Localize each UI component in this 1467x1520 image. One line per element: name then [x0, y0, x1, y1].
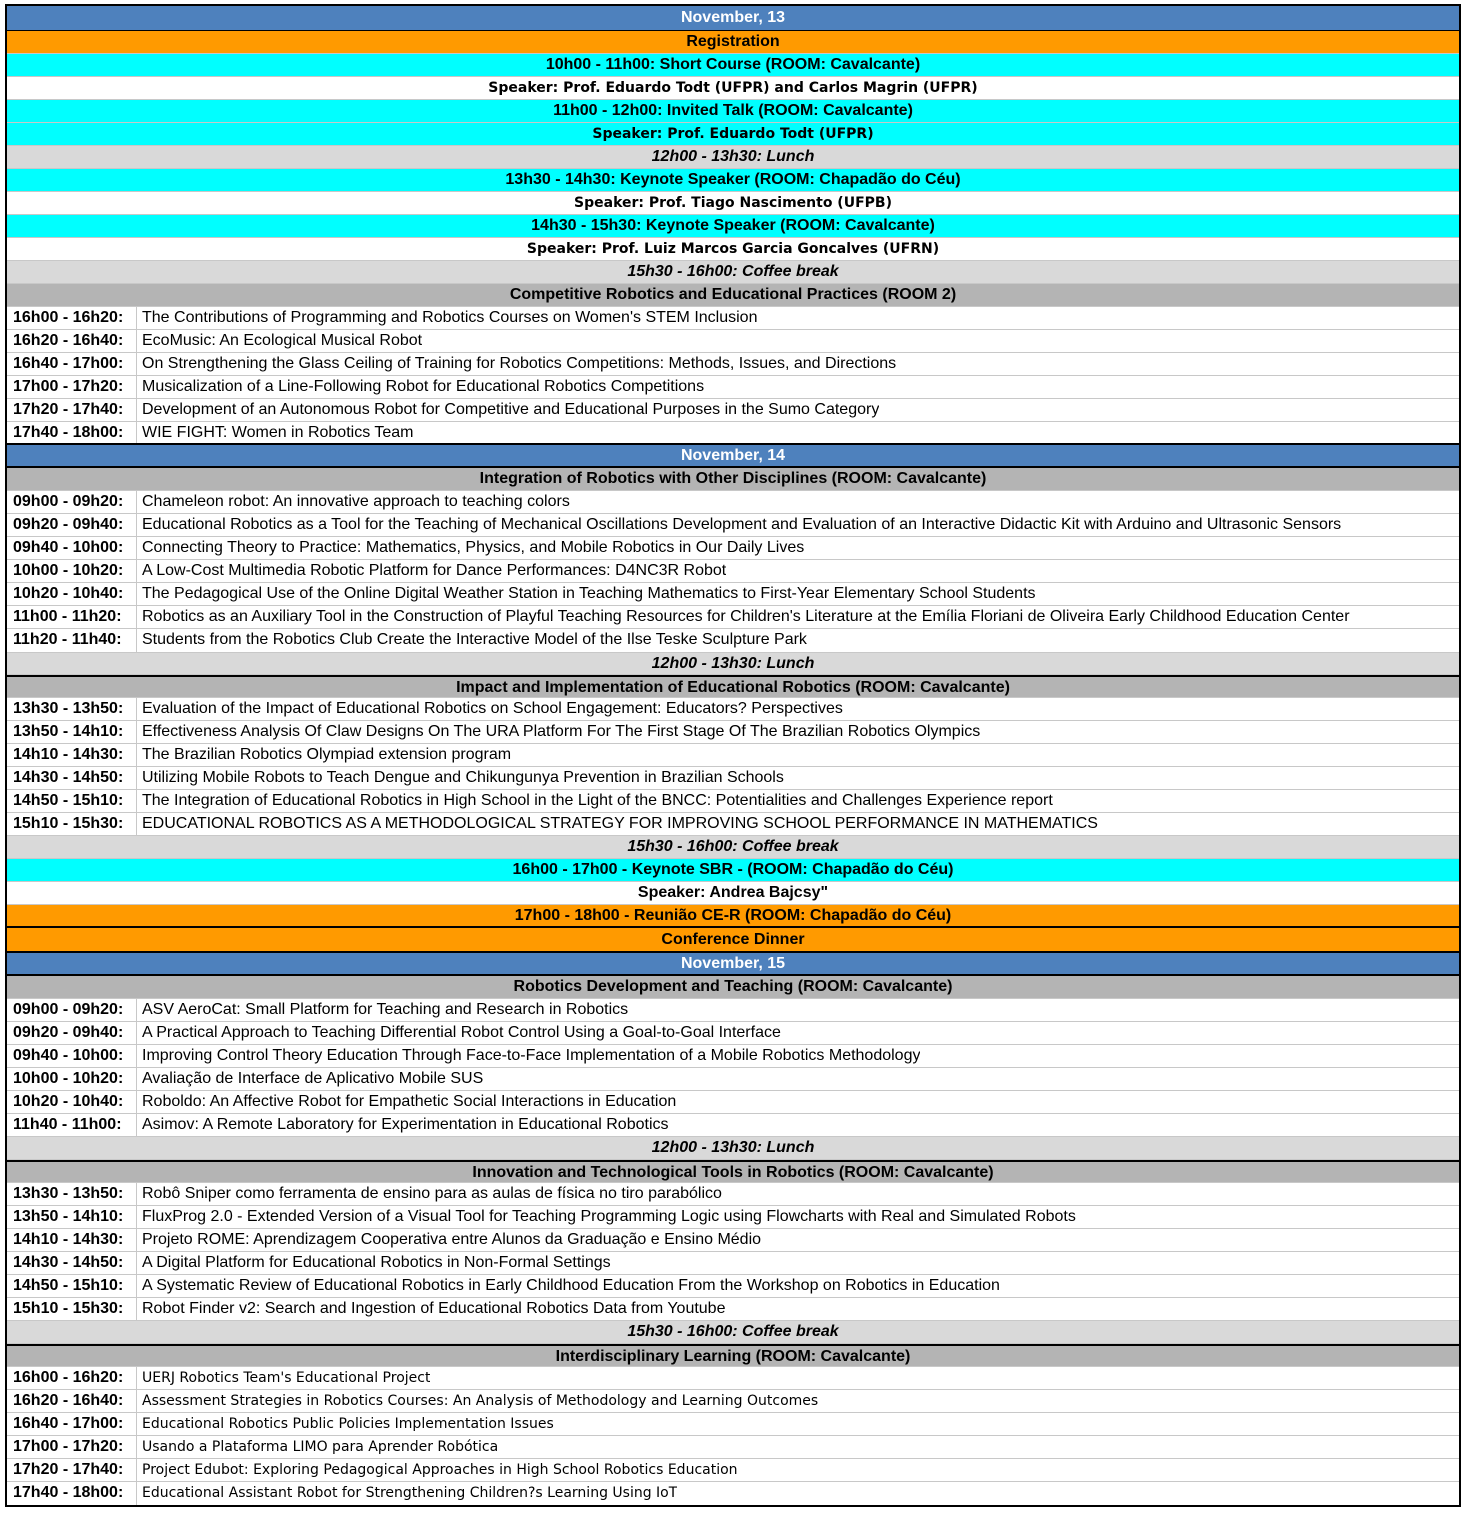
talk-time: 14h50 - 15h10: — [7, 790, 137, 812]
talk-time: 15h10 - 15h30: — [7, 1298, 137, 1320]
talk-time: 13h50 - 14h10: — [7, 1206, 137, 1228]
talk-time: 17h00 - 17h20: — [7, 1436, 137, 1458]
talk-title: Robô Sniper como ferramenta de ensino para as aulas de física no tiro parabólico — [142, 1185, 722, 1202]
talk-time: 09h20 - 09h40: — [7, 514, 137, 536]
talk-row — [7, 1298, 1459, 1321]
meeting-row: 17h00 - 18h00 - Reunião CE-R (ROOM: Chapadão do Céu) — [7, 905, 1459, 928]
talk-row — [7, 583, 1459, 606]
talk-time: 11h20 - 11h40: — [7, 629, 137, 652]
session-header: Impact and Implementation of Educational Robotics (ROOM: Cavalcante) — [7, 675, 1459, 698]
talk-time: 16h00 - 16h20: — [7, 307, 137, 329]
talk-title: The Pedagogical Use of the Online Digital Weather Station in Teaching Mathematics to First-Year Elementary School Students — [142, 585, 1036, 602]
talk-time: 16h40 - 17h00: — [7, 353, 137, 375]
talk-title: Project Edubot: Exploring Pedagogical Approaches in High School Robotics Education — [142, 1462, 738, 1478]
talk-time: 14h10 - 14h30: — [7, 1229, 137, 1251]
talk-title: Chameleon robot: An innovative approach to teaching colors — [142, 493, 570, 510]
talk-row — [7, 1206, 1459, 1229]
lunch-break-row: 12h00 - 13h30: Lunch — [7, 146, 1459, 169]
talk-row — [7, 399, 1459, 422]
talk-time: 10h00 - 10h20: — [7, 1068, 137, 1090]
talk-row — [7, 1482, 1459, 1505]
talk-row — [7, 1252, 1459, 1275]
talk-title: EcoMusic: An Ecological Musical Robot — [142, 332, 423, 349]
keynote-row: 16h00 - 17h00 - Keynote SBR - (ROOM: Chapadão do Céu) — [7, 859, 1459, 882]
session-header: Interdisciplinary Learning (ROOM: Cavalcante) — [7, 1344, 1459, 1367]
talk-row — [7, 307, 1459, 330]
short-course-row: 10h00 - 11h00: Short Course (ROOM: Cavalcante) — [7, 54, 1459, 77]
talk-title: FluxProg 2.0 - Extended Version of a Visual Tool for Teaching Programming Logic using Flowcharts with Real and Simulated Robots — [142, 1208, 1076, 1225]
registration-row: Registration — [7, 31, 1459, 54]
talk-title: Educational Assistant Robot for Strengthening Children?s Learning Using IoT — [142, 1485, 678, 1501]
talk-row — [7, 790, 1459, 813]
talk-row — [7, 376, 1459, 399]
talk-row — [7, 1436, 1459, 1459]
coffee-break-row: 15h30 - 16h00: Coffee break — [7, 261, 1459, 284]
session-header: Integration of Robotics with Other Disciplines (ROOM: Cavalcante) — [7, 468, 1459, 491]
talk-title: UERJ Robotics Team's Educational Project — [142, 1370, 431, 1386]
schedule-table — [5, 4, 1461, 1507]
talk-time: 14h10 - 14h30: — [7, 744, 137, 766]
talk-time: 16h20 - 16h40: — [7, 1390, 137, 1412]
talk-time: 14h30 - 14h50: — [7, 1252, 137, 1274]
conference-dinner-row: Conference Dinner — [7, 928, 1459, 953]
talk-title: Effectiveness Analysis Of Claw Designs On The URA Platform For The First Stage Of The Brazilian Robotics Olympics — [142, 723, 981, 740]
talk-row — [7, 491, 1459, 514]
talk-row — [7, 1045, 1459, 1068]
talk-title: A Systematic Review of Educational Robotics in Early Childhood Education From the Workshop on Robotics in Education — [142, 1277, 1000, 1294]
talk-row — [7, 721, 1459, 744]
talk-time: 15h10 - 15h30: — [7, 813, 137, 835]
day-header: November, 13 — [7, 6, 1459, 31]
talk-title: The Integration of Educational Robotics in High School in the Light of the BNCC: Potentialities and Challenges Experience report — [142, 792, 1053, 809]
talk-title: Educational Robotics Public Policies Implementation Issues — [142, 1416, 554, 1432]
talk-row — [7, 1367, 1459, 1390]
talk-time: 17h40 - 18h00: — [7, 1482, 137, 1505]
speaker-row: Speaker: Prof. Eduardo Todt (UFPR) — [7, 123, 1459, 146]
coffee-break-row: 15h30 - 16h00: Coffee break — [7, 836, 1459, 859]
talk-row — [7, 422, 1459, 445]
talk-title: Avaliação de Interface de Aplicativo Mobile SUS — [142, 1070, 484, 1087]
talk-title: WIE FIGHT: Women in Robotics Team — [142, 424, 414, 441]
talk-title: Educational Robotics as a Tool for the Teaching of Mechanical Oscillations Development and Evaluation of an Interactive Didactic Kit with Arduino and Ultrasonic Sensors — [142, 516, 1342, 533]
talk-title: Usando a Plataforma LIMO para Aprender Robótica — [142, 1439, 499, 1455]
talk-time: 09h00 - 09h20: — [7, 491, 137, 513]
keynote-row: 14h30 - 15h30: Keynote Speaker (ROOM: Cavalcante) — [7, 215, 1459, 238]
talk-time: 10h20 - 10h40: — [7, 583, 137, 605]
talk-row — [7, 330, 1459, 353]
talk-row — [7, 1413, 1459, 1436]
talk-title: EDUCATIONAL ROBOTICS AS A METHODOLOGICAL STRATEGY FOR IMPROVING SCHOOL PERFORMANCE IN MATHEMATICS — [142, 815, 1098, 832]
talk-time: 09h20 - 09h40: — [7, 1022, 137, 1044]
lunch-break-row: 12h00 - 13h30: Lunch — [7, 652, 1459, 675]
talk-title: Improving Control Theory Education Through Face-to-Face Implementation of a Mobile Robotics Methodology — [142, 1047, 921, 1064]
talk-title: Musicalization of a Line-Following Robot for Educational Robotics Competitions — [142, 378, 705, 395]
talk-row — [7, 1459, 1459, 1482]
speaker-row: Speaker: Prof. Eduardo Todt (UFPR) and Carlos Magrin (UFPR) — [7, 77, 1459, 100]
session-header: Competitive Robotics and Educational Practices (ROOM 2) — [7, 284, 1459, 307]
talk-title: On Strengthening the Glass Ceiling of Training for Robotics Competitions: Methods, Issues, and Directions — [142, 355, 897, 372]
talk-time: 09h00 - 09h20: — [7, 999, 137, 1021]
talk-row — [7, 1091, 1459, 1114]
talk-title: A Low-Cost Multimedia Robotic Platform for Dance Performances: D4NC3R Robot — [142, 562, 727, 579]
talk-title: Robotics as an Auxiliary Tool in the Construction of Playful Teaching Resources for Children's Literature at the Emília Floriani de Oliveira Early Childhood Education Center — [142, 608, 1350, 625]
speaker-row: Speaker: Prof. Tiago Nascimento (UFPB) — [7, 192, 1459, 215]
speaker-row: Speaker: Prof. Luiz Marcos Garcia Goncalves (UFRN) — [7, 238, 1459, 261]
talk-row — [7, 1114, 1459, 1137]
talk-title: Projeto ROME: Aprendizagem Cooperativa entre Alunos da Graduação e Ensino Médio — [142, 1231, 762, 1248]
talk-title: Asimov: A Remote Laboratory for Experimentation in Educational Robotics — [142, 1116, 669, 1133]
talk-row — [7, 1022, 1459, 1045]
talk-time: 13h50 - 14h10: — [7, 721, 137, 743]
talk-row — [7, 606, 1459, 629]
talk-row — [7, 999, 1459, 1022]
lunch-break-row: 12h00 - 13h30: Lunch — [7, 1137, 1459, 1160]
keynote-row: 13h30 - 14h30: Keynote Speaker (ROOM: Chapadão do Céu) — [7, 169, 1459, 192]
talk-time: 10h20 - 10h40: — [7, 1091, 137, 1113]
invited-talk-row: 11h00 - 12h00: Invited Talk (ROOM: Cavalcante) — [7, 100, 1459, 123]
talk-time: 10h00 - 10h20: — [7, 560, 137, 582]
talk-row — [7, 1068, 1459, 1091]
talk-row — [7, 1229, 1459, 1252]
speaker-row: Speaker: Andrea Bajcsy" — [7, 882, 1459, 905]
talk-time: 16h40 - 17h00: — [7, 1413, 137, 1435]
talk-row — [7, 1275, 1459, 1298]
talk-row — [7, 1183, 1459, 1206]
talk-title: Robot Finder v2: Search and Ingestion of Educational Robotics Data from Youtube — [142, 1300, 726, 1317]
talk-title: A Digital Platform for Educational Robotics in Non-Formal Settings — [142, 1254, 611, 1271]
talk-time: 17h20 - 17h40: — [7, 1459, 137, 1481]
talk-row — [7, 813, 1459, 836]
talk-time: 16h00 - 16h20: — [7, 1367, 137, 1389]
talk-time: 17h40 - 18h00: — [7, 422, 137, 443]
talk-title: Connecting Theory to Practice: Mathematics, Physics, and Mobile Robotics in Our Daily Lives — [142, 539, 805, 556]
talk-row — [7, 744, 1459, 767]
talk-time: 17h20 - 17h40: — [7, 399, 137, 421]
talk-row — [7, 560, 1459, 583]
session-header: Innovation and Technological Tools in Robotics (ROOM: Cavalcante) — [7, 1160, 1459, 1183]
talk-title: The Brazilian Robotics Olympiad extension program — [142, 746, 512, 763]
talk-title: Students from the Robotics Club Create the Interactive Model of the Ilse Teske Sculpture Park — [142, 631, 807, 648]
talk-time: 09h40 - 10h00: — [7, 537, 137, 559]
talk-row — [7, 353, 1459, 376]
talk-row — [7, 767, 1459, 790]
talk-title: A Practical Approach to Teaching Differential Robot Control Using a Goal-to-Goal Interface — [142, 1024, 781, 1041]
talk-row — [7, 698, 1459, 721]
coffee-break-row: 15h30 - 16h00: Coffee break — [7, 1321, 1459, 1344]
talk-row — [7, 537, 1459, 560]
talk-title: The Contributions of Programming and Robotics Courses on Women's STEM Inclusion — [142, 309, 758, 326]
session-header: Robotics Development and Teaching (ROOM: Cavalcante) — [7, 976, 1459, 999]
day-header: November, 14 — [7, 445, 1459, 468]
talk-time: 09h40 - 10h00: — [7, 1045, 137, 1067]
day-header: November, 15 — [7, 953, 1459, 976]
talk-time: 11h40 - 11h00: — [7, 1114, 137, 1136]
talk-time: 14h30 - 14h50: — [7, 767, 137, 789]
talk-time: 16h20 - 16h40: — [7, 330, 137, 352]
talk-time: 17h00 - 17h20: — [7, 376, 137, 398]
talk-row — [7, 629, 1459, 652]
talk-title: ASV AeroCat: Small Platform for Teaching and Research in Robotics — [142, 1001, 629, 1018]
talk-time: 13h30 - 13h50: — [7, 1183, 137, 1205]
talk-row — [7, 1390, 1459, 1413]
talk-title: Utilizing Mobile Robots to Teach Dengue and Chikungunya Prevention in Brazilian Schools — [142, 769, 784, 786]
talk-title: Assessment Strategies in Robotics Courses: An Analysis of Methodology and Learning Outcomes — [142, 1393, 819, 1409]
talk-title: Evaluation of the Impact of Educational Robotics on School Engagement: Educators? Perspectives — [142, 700, 843, 717]
talk-title: Development of an Autonomous Robot for Competitive and Educational Purposes in the Sumo Category — [142, 401, 880, 418]
talk-time: 14h50 - 15h10: — [7, 1275, 137, 1297]
talk-row — [7, 514, 1459, 537]
talk-title: Roboldo: An Affective Robot for Empathetic Social Interactions in Education — [142, 1093, 677, 1110]
talk-time: 11h00 - 11h20: — [7, 606, 137, 628]
talk-time: 13h30 - 13h50: — [7, 698, 137, 720]
